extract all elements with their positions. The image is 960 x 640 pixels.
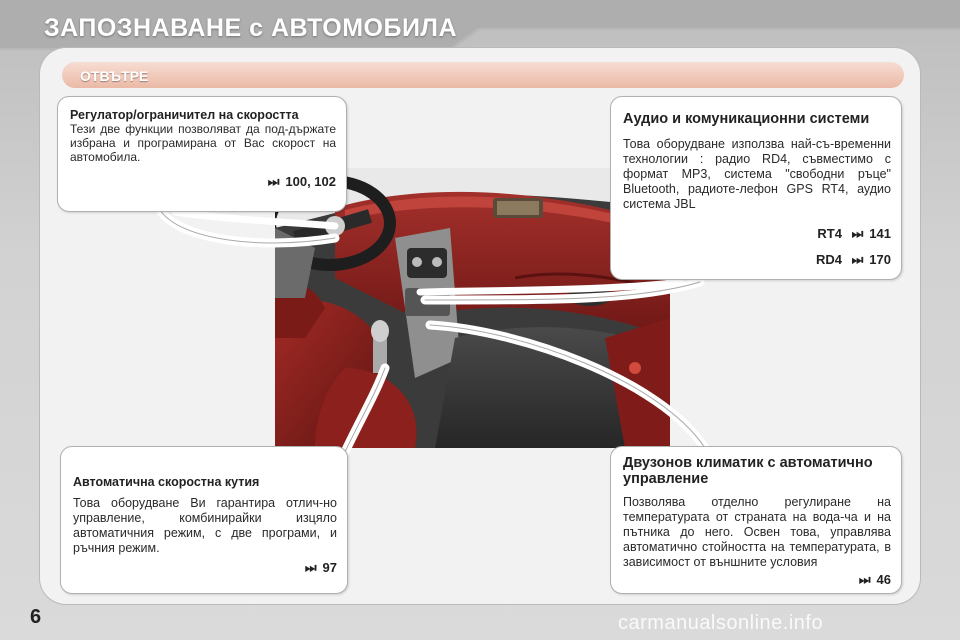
page-ref-icon: ⏭ (851, 252, 864, 267)
gearbox-ref (73, 560, 337, 576)
audio-ref-rd4-page: 170 (869, 252, 891, 267)
cruise-control-ref (70, 174, 336, 190)
climate-ref (623, 572, 891, 588)
section-label: ОТВЪТРЕ (80, 68, 149, 84)
page-ref-icon: ⏭ (851, 226, 864, 241)
cruise-control-pages: 100, 102 (285, 174, 336, 189)
audio-ref-rt4-page: 141 (869, 226, 891, 241)
watermark: carmanualsonline.info (618, 612, 824, 634)
climate-title: Двузонов климатик с автоматично управление (623, 455, 873, 487)
cruise-control-title: Регулатор/ограничител на скоростта (70, 108, 299, 122)
audio-ref-rd4 (623, 252, 891, 268)
page-ref-icon: ⏭ (267, 174, 280, 189)
gearbox-title: Автоматична скоростна кутия (73, 475, 260, 489)
audio-title: Аудио и комуникационни системи (623, 111, 870, 127)
cruise-control-box (57, 96, 347, 212)
page-number: 6 (30, 606, 42, 628)
audio-ref-rt4-label: RT4 (817, 226, 842, 241)
page-ref-icon: ⏭ (304, 560, 317, 575)
cruise-control-text: Тези две функции позволяват да под-държате избрана и програмирана от Вас скорост на автомобила. (70, 122, 336, 164)
audio-text: Това оборудване използва най-съ-временни технологии : радио RD4, съвместимо с формат MP3, система "свободни ръце" Bluetooth, радиоте-лефон GPS RT4, аудио система JBL (623, 137, 891, 211)
page-title: ЗАПОЗНАВАНЕ с АВТОМОБИЛА (44, 14, 458, 42)
page-ref-icon: ⏭ (858, 572, 871, 587)
audio-ref-rd4-label: RD4 (815, 252, 842, 267)
audio-ref-rt4 (623, 226, 891, 242)
audio-box (610, 96, 902, 280)
climate-text: Позволява отделно регулиране на температурата от страната на вода-ча и на пътника до него. Освен това, управлява автоматично стойността на температурата, в зависимост от външните условия (623, 495, 891, 569)
gearbox-text: Това оборудване Ви гарантира отлич-но управление, комбинирайки изцяло автоматичния режим, с две програми, и ръчния режим. (73, 496, 337, 555)
climate-box (610, 446, 902, 594)
gearbox-pages: 97 (322, 560, 337, 575)
gearbox-box (60, 446, 348, 594)
climate-pages: 46 (876, 572, 891, 587)
